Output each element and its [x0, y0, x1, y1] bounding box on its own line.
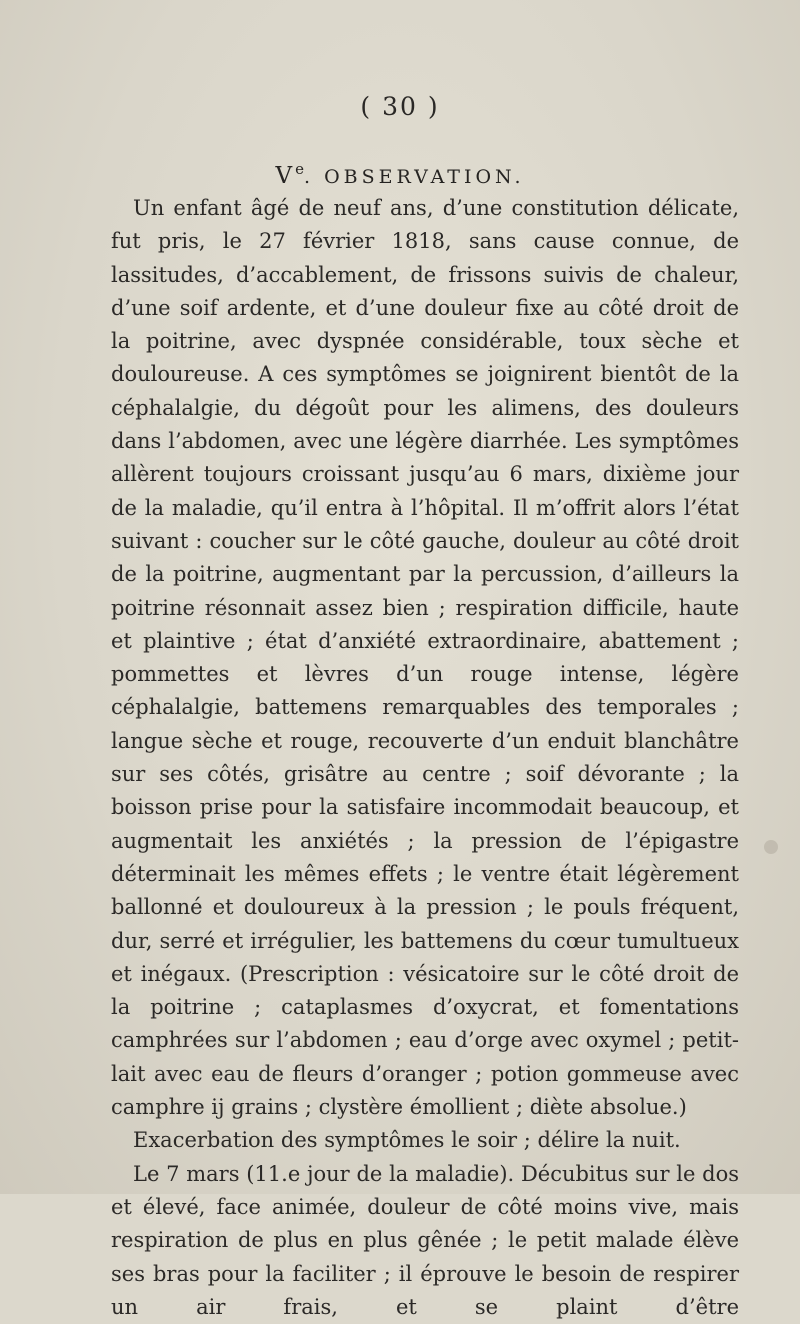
paragraph-seventh-march: Le 7 mars (11.e jour de la maladie). Décubitus sur le dos et élevé, face animée, douleur de côté moins vive, mais respiration de plus en plus gênée ; le petit malade élève ses bras pour la faciliter ; il éprouve le besoin de respirer un air frais, et se plaint d’être: [111, 1161, 739, 1319]
heading-superscript: e: [295, 160, 305, 178]
paragraph-exacerbation: Exacerbation des symptômes le soir ; délire la nuit.: [133, 1128, 681, 1153]
paragraph-case-history: Un enfant âgé de neuf ans, d’une constitution délicate, fut pris, le 27 février 1818, sans cause connue, de lassitudes, d’accablement, de frissons suivis de chaleur, d’une soif ardente, et d’une douleur fixe au côté droit de la poitrine, avec dyspnée considérable, toux sèche et douloureuse. A ces symptômes se joignirent bientôt de la céphalalgie, du dégoût pour les alimens, des douleurs dans l’abdomen, avec une légère diarrhée. Les symptômes allèrent toujours croissant jusqu’au 6 mars, dixième jour de la maladie, qu’il entra à l’hôpital. Il m’offrit alors l’état suivant : coucher sur le côté gauche, douleur au côté droit de la poitrine, augmentant par la percussion, d’ailleurs la poitrine résonnait assez bien ; respiration difficile, haute et plaintive ; état d’anxiété extraordinaire, abattement ; pommettes et lèvres d’un rouge intense, légère céphalalgie, battemens remarquables des temporales ; langue sèche et rouge, recouverte d’un enduit blanchâtre sur ses côtés, grisâtre au centre ; soif dévorante ; la boisson prise pour la satisfaire incommodait beaucoup, et augmentait les anxiétés ; la pression de l’épigastre déterminait les mêmes effets ; le ventre était légèrement ballonné et douloureux à la pression ; le pouls fréquent, dur, serré et irrégulier, les battemens du cœur tumultueux et inégaux. (Prescription : vésicatoire sur le côté droit de la poitrine ; cataplasmes d’oxycrat, et fomentations camphrées sur l’abdomen ; eau d’orge avec oxymel ; petit-lait avec eau de fleurs d’oranger ; potion gommeuse avec camphre ij grains ; clystère émollient ; diète absolue.): [111, 196, 739, 1120]
paper-stain: [764, 840, 778, 854]
body-text: [111, 192, 739, 1324]
heading-numeral: V: [275, 163, 296, 189]
page-number: ( 30 ): [360, 92, 440, 121]
heading-text: . OBSERVATION.: [304, 166, 525, 188]
observation-heading: [0, 160, 800, 189]
